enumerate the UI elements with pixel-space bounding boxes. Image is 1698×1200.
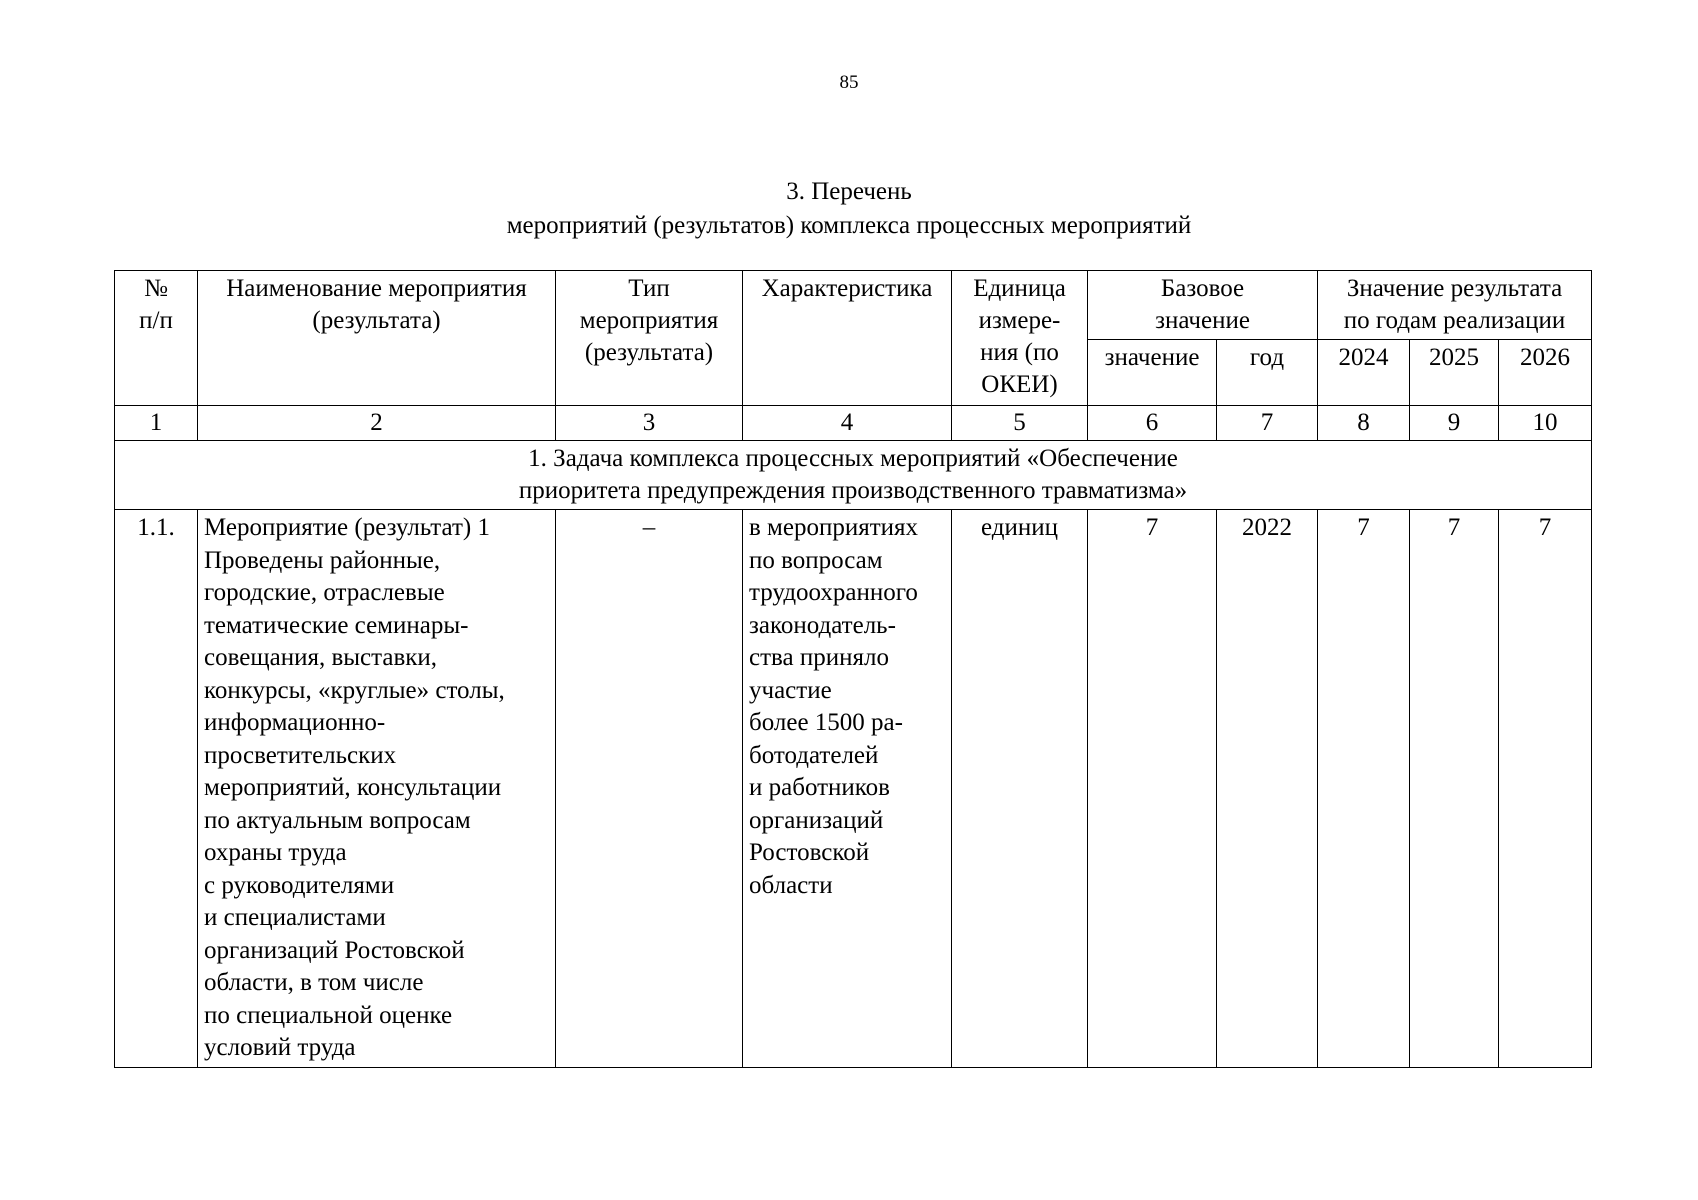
header-base-value: значение (1088, 340, 1217, 406)
section-row (115, 441, 1592, 510)
column-numbers-row (115, 406, 1592, 441)
header-base-year: год (1217, 340, 1318, 406)
header-name: Наименование мероприятия (результата) (198, 271, 556, 406)
header-year-2024: 2024 (1318, 340, 1410, 406)
header-characteristic: Характеристика (743, 271, 952, 406)
header-num: № п/п (115, 271, 198, 406)
cell-unit: единиц (952, 510, 1088, 1068)
header-result-group: Значение результата по годам реализации (1318, 271, 1592, 340)
column-number: 3 (556, 406, 743, 441)
column-number: 8 (1318, 406, 1410, 441)
cell-characteristic: в мероприятиях по вопросам трудоохранного законодатель- ства приняло участие более 1500 ра- ботодателей и работников организаций Ростовской области (743, 510, 952, 1068)
header-year-2026: 2026 (1499, 340, 1592, 406)
header-row-1 (115, 271, 1592, 340)
cell-value-2026: 7 (1499, 510, 1592, 1068)
page-number: 85 (839, 72, 859, 93)
column-number: 7 (1217, 406, 1318, 441)
cell-value-2025: 7 (1410, 510, 1499, 1068)
column-number: 4 (743, 406, 952, 441)
cell-name: Мероприятие (результат) 1 Проведены районные, городские, отраслевые тематические семинары- совещания, выставки, конкурсы, «круглые» столы, информационно- просветительских мероприятий, консультации по актуальным вопросам охраны труда с руководителями и специалистами организаций Ростовской области, в том числе по специальной оценке условий труда (198, 510, 556, 1068)
measures-table (114, 270, 1592, 1068)
cell-base-year: 2022 (1217, 510, 1318, 1068)
title-line-2: мероприятий (результатов) комплекса процессных мероприятий (506, 212, 1192, 239)
column-number: 6 (1088, 406, 1217, 441)
cell-type: – (556, 510, 743, 1068)
header-type: Тип мероприятия (результата) (556, 271, 743, 406)
column-number: 9 (1410, 406, 1499, 441)
cell-num: 1.1. (115, 510, 198, 1068)
column-number: 10 (1499, 406, 1592, 441)
title-line-1: 3. Перечень (786, 178, 912, 205)
cell-base-value: 7 (1088, 510, 1217, 1068)
header-unit: Единица измере- ния (по ОКЕИ) (952, 271, 1088, 406)
section-title: 1. Задача комплекса процессных мероприятий «Обеспечение приоритета предупреждения производственного травматизма» (115, 441, 1592, 510)
table-row (115, 510, 1592, 1068)
cell-value-2024: 7 (1318, 510, 1410, 1068)
header-base-group: Базовое значение (1088, 271, 1318, 340)
column-number: 2 (198, 406, 556, 441)
header-year-2025: 2025 (1410, 340, 1499, 406)
column-number: 1 (115, 406, 198, 441)
column-number: 5 (952, 406, 1088, 441)
document-title (0, 175, 1698, 243)
